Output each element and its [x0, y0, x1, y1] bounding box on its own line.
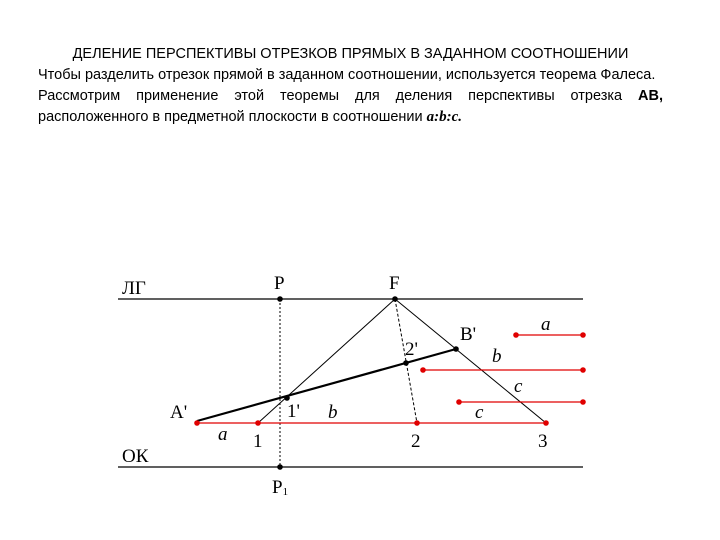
label-p1-subscript: 1 [282, 486, 289, 498]
paragraph-thales: Чтобы разделить отрезок прямой в заданном соотношении, используется теорема Фалеса. [38, 67, 656, 83]
label-base-b: b [328, 402, 338, 423]
label-2: 2 [411, 431, 421, 452]
paragraph-application-text-2: расположенного в предметной плоскости в соотношении [38, 109, 427, 125]
label-1-prime: 1' [287, 401, 300, 422]
point-1 [255, 420, 261, 426]
point-b-prime [453, 346, 459, 352]
slide-title: ДЕЛЕНИЕ ПЕРСПЕКТИВЫ ОТРЕЗКОВ ПРЯМЫХ В ЗАДАННОМ СООТНОШЕНИИ [72, 46, 629, 62]
label-base-c: c [475, 402, 484, 423]
label-p1-letter: P [272, 477, 283, 498]
f-to-3-line [395, 299, 546, 423]
given-c-end [580, 399, 586, 405]
label-given-c: c [514, 376, 523, 397]
given-b-start [420, 367, 426, 373]
ratio-label: a:b:c. [426, 109, 463, 125]
label-3: 3 [538, 431, 548, 452]
given-c-start [456, 399, 462, 405]
point-a-prime [194, 420, 200, 426]
point-2 [414, 420, 420, 426]
point-p1 [277, 464, 283, 470]
point-2-prime [403, 360, 409, 366]
f-to-1-line [258, 299, 395, 423]
point-3 [543, 420, 549, 426]
given-a-end [580, 332, 586, 338]
label-p1 [272, 477, 288, 498]
label-p: P [274, 273, 285, 294]
paragraph-application-text: Рассмотрим применение этой теоремы для деления перспективы отрезка [38, 88, 639, 104]
label-base-a: a [218, 424, 228, 445]
given-a-start [513, 332, 519, 338]
label-given-a: a [541, 314, 551, 335]
label-given-b: b [492, 346, 502, 367]
label-b-prime: B' [460, 324, 477, 345]
given-b-end [580, 367, 586, 373]
point-f [392, 296, 398, 302]
label-a-prime: A' [170, 402, 188, 423]
point-p [277, 296, 283, 302]
label-2-prime: 2' [405, 339, 418, 360]
label-1: 1 [253, 431, 263, 452]
segment-ab-label: АВ, [638, 88, 663, 104]
point-1-prime [284, 395, 290, 401]
label-f: F [389, 273, 400, 294]
label-ground: ОК [122, 446, 149, 467]
label-horizon: ЛГ [122, 278, 146, 299]
